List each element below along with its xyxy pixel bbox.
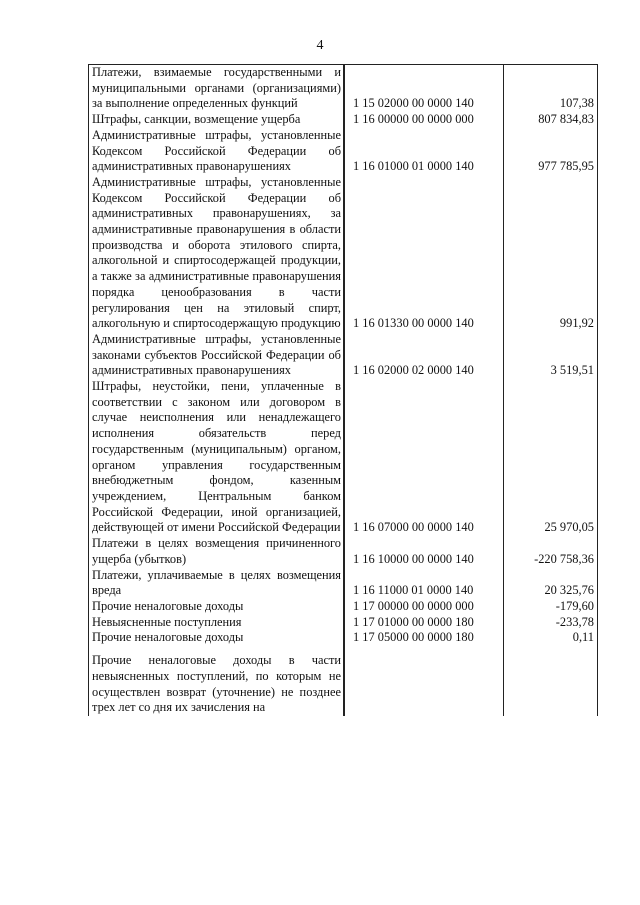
- row-amount: 991,92: [504, 175, 598, 332]
- row-code: 1 16 01330 00 0000 140: [344, 175, 504, 332]
- row-amount: 3 519,51: [504, 332, 598, 379]
- table-row: [89, 112, 598, 128]
- row-amount: 0,11: [504, 630, 598, 646]
- table-row: [89, 175, 598, 332]
- table-row: [89, 646, 598, 716]
- row-description: Штрафы, санкции, возмещение ущерба: [89, 112, 345, 128]
- row-code: 1 17 00000 00 0000 000: [344, 599, 504, 615]
- row-code: 1 16 00000 00 0000 000: [344, 112, 504, 128]
- row-amount: -179,60: [504, 599, 598, 615]
- table-row: [89, 65, 598, 113]
- row-amount: 25 970,05: [504, 379, 598, 536]
- row-code: 1 16 07000 00 0000 140: [344, 379, 504, 536]
- row-amount: 977 785,95: [504, 128, 598, 175]
- row-description: Прочие неналоговые доходы: [89, 599, 345, 615]
- row-description: Прочие неналоговые доходы в части невыясненных поступлений, по которым не осуществлен возврат (уточнение) не позднее трех лет со дня их зачисления на: [89, 646, 345, 716]
- row-amount: [504, 646, 598, 716]
- row-description: Невыясненные поступления: [89, 615, 345, 631]
- row-description: Штрафы, неустойки, пени, уплаченные в соответствии с законом или договором в случае неисполнения или ненадлежащего исполнения обязательств перед государственным (муниципальным) органом, органом управления государственным внебюджетным фондом, казенным учреждением, Центральным банком Российской Федерации, иной организацией, действующей от имени Российской Федерации: [89, 379, 345, 536]
- row-description: Административные штрафы, установленные законами субъектов Российской Федерации об административных правонарушениях: [89, 332, 345, 379]
- row-description: Платежи, взимаемые государственными и муниципальными органами (организациями) за выполнение определенных функций: [89, 65, 345, 113]
- row-description: Платежи в целях возмещения причиненного ущерба (убытков): [89, 536, 345, 567]
- row-code: 1 16 02000 02 0000 140: [344, 332, 504, 379]
- row-description: Административные штрафы, установленные Кодексом Российской Федерации об административных правонарушениях, за административные правонарушения в области производства и оборота этилового спирта, алкогольной и спиртосодержащей продукции, а также за административные правонарушения порядка ценообразования в части регулирования цен на этиловый спирт, алкогольную и спиртосодержащую продукцию: [89, 175, 345, 332]
- table-row: [89, 615, 598, 631]
- row-code: [344, 646, 504, 716]
- row-description: Платежи, уплачиваемые в целях возмещения вреда: [89, 568, 345, 599]
- row-code: 1 16 01000 01 0000 140: [344, 128, 504, 175]
- row-description: Прочие неналоговые доходы: [89, 630, 345, 646]
- row-code: 1 15 02000 00 0000 140: [344, 65, 504, 113]
- row-amount: 20 325,76: [504, 568, 598, 599]
- row-description: Административные штрафы, установленные Кодексом Российской Федерации об административных правонарушениях: [89, 128, 345, 175]
- row-code: 1 17 05000 00 0000 180: [344, 630, 504, 646]
- row-amount: -233,78: [504, 615, 598, 631]
- row-code: 1 17 01000 00 0000 180: [344, 615, 504, 631]
- row-code: 1 16 11000 01 0000 140: [344, 568, 504, 599]
- row-amount: 107,38: [504, 65, 598, 113]
- table-row: [89, 332, 598, 379]
- row-amount: -220 758,36: [504, 536, 598, 567]
- table-row: [89, 568, 598, 599]
- table-row: [89, 599, 598, 615]
- page-number: 4: [316, 38, 324, 53]
- table-row: [89, 630, 598, 646]
- table-row: [89, 379, 598, 536]
- row-amount: 807 834,83: [504, 112, 598, 128]
- table-row: [89, 536, 598, 567]
- revenue-table: [88, 64, 598, 716]
- table-row: [89, 128, 598, 175]
- row-code: 1 16 10000 00 0000 140: [344, 536, 504, 567]
